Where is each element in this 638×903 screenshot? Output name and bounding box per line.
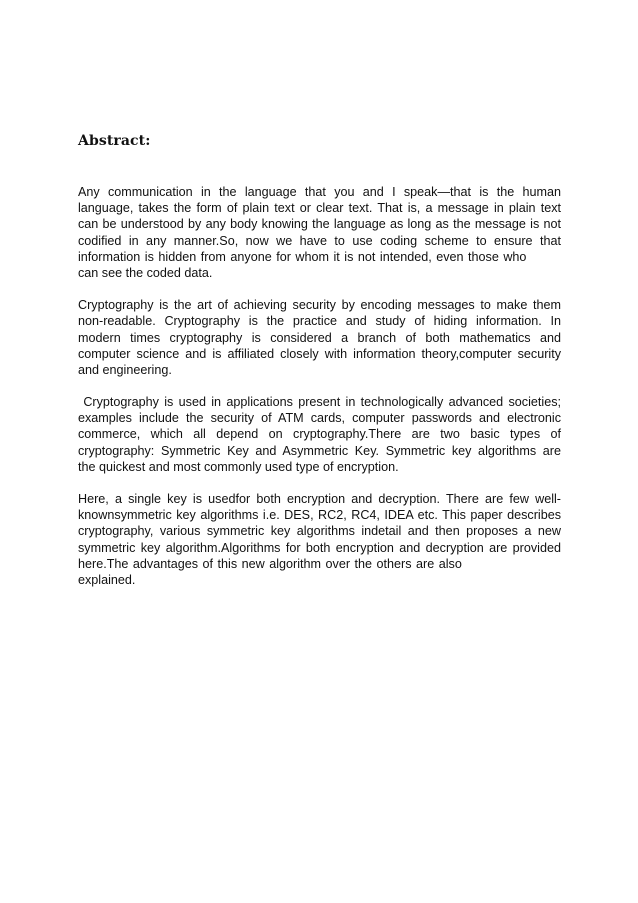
paragraph-line: non-readable. Cryptography is the practice and study of hiding information. In <box>78 314 561 329</box>
paragraph-line: commerce, which all depend on cryptography.There are two basic types of <box>78 427 561 442</box>
paragraph-3 <box>78 394 561 475</box>
paragraph-line: explained. <box>78 572 136 587</box>
paragraph-line: Cryptography is the art of achieving security by encoding messages to make them <box>78 298 561 313</box>
paragraph-line: cryptography: Symmetric Key and Asymmetric Key. Symmetric key algorithms are <box>78 443 561 458</box>
abstract-heading: Abstract: <box>78 133 151 149</box>
paragraph-4 <box>78 491 561 588</box>
paragraph-line: can be understood by any body knowing the language as long as the message is not <box>78 217 561 232</box>
paragraph-line: modern times cryptography is considered a branch of both mathematics and <box>78 330 561 345</box>
paragraph-line: the quickest and most commonly used type of encryption. <box>78 459 399 474</box>
paragraph-line: symmetric key algorithm.Algorithms for both encryption and decryption are provided <box>78 540 561 555</box>
paragraph-line: here.The advantages of this new algorithm over the others are also <box>78 556 462 571</box>
paragraph-line: Here, a single key is usedfor both encryption and decryption. There are few well- <box>78 492 561 506</box>
paragraph-line: cryptography, various symmetric key algorithms indetail and then proposes a new <box>78 524 561 539</box>
abstract-body <box>78 184 561 604</box>
paragraph-2 <box>78 297 561 378</box>
paragraph-1 <box>78 184 561 281</box>
paragraph-line: can see the coded data. <box>78 265 213 280</box>
paragraph-line: Any communication in the language that you and I speak—that is the human <box>78 185 561 199</box>
paragraph-line: information is hidden from anyone for whom it is not intended, even those who <box>78 249 527 264</box>
paragraph-line: computer science and is affiliated closely with information theory,computer security <box>78 346 561 361</box>
paragraph-line: and engineering. <box>78 362 172 377</box>
paragraph-line: language, takes the form of plain text or clear text. That is, a message in plain text <box>78 201 561 216</box>
paragraph-line: knownsymmetric key algorithms i.e. DES, RC2, RC4, IDEA etc. This paper describes <box>78 508 561 523</box>
paragraph-line: codified in any manner.So, now we have to use coding scheme to ensure that <box>78 233 561 248</box>
paragraph-line: examples include the security of ATM cards, computer passwords and electronic <box>78 411 561 426</box>
paragraph-line: Cryptography is used in applications present in technologically advanced societies; <box>78 395 561 410</box>
